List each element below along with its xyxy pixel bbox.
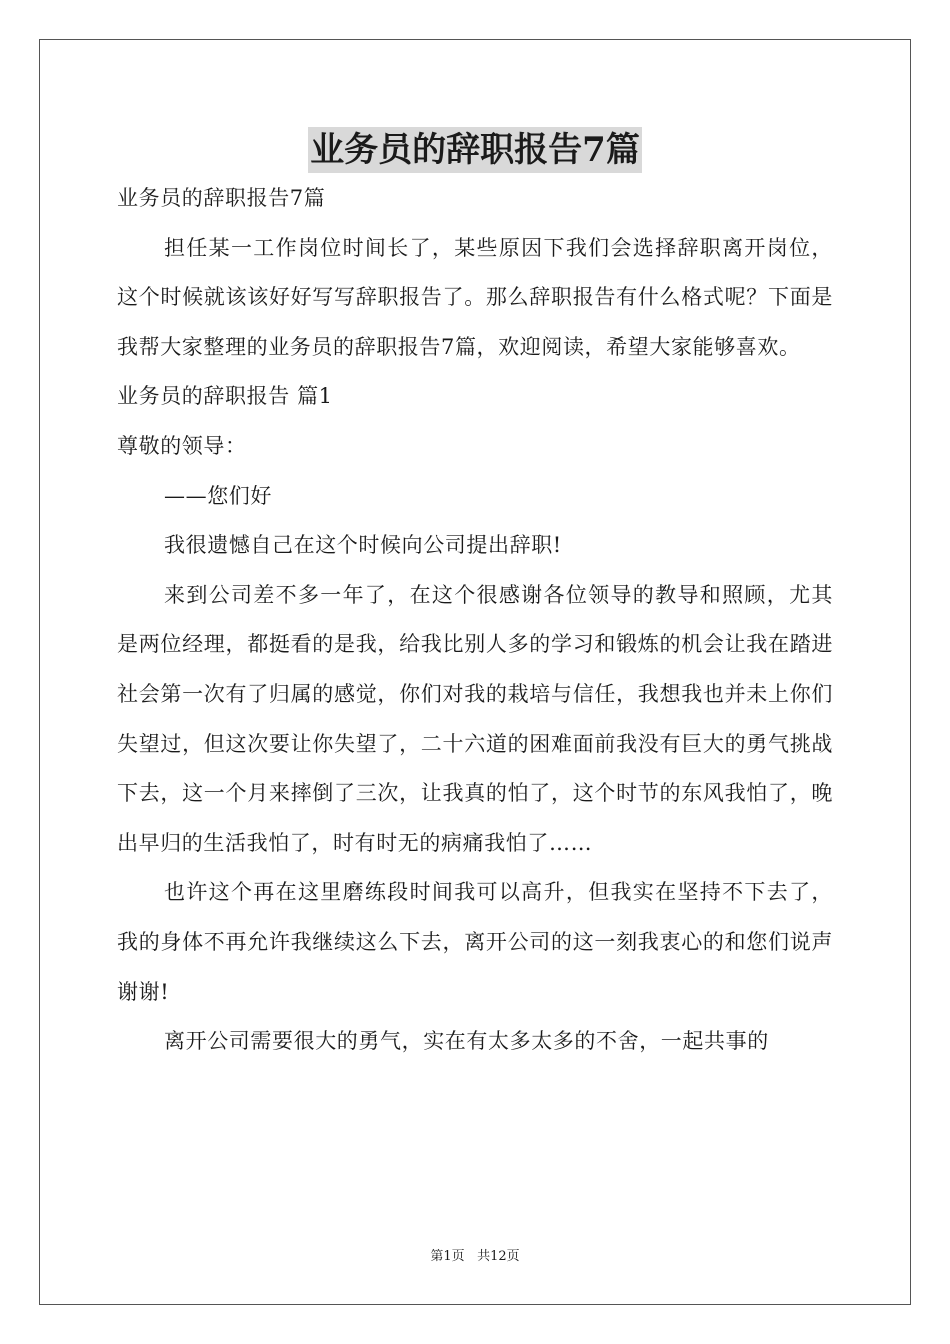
title-container xyxy=(0,127,950,173)
salutation: 尊敬的领导： xyxy=(117,433,247,458)
document-body xyxy=(117,174,833,1067)
page-total: 共12页 xyxy=(477,1249,520,1264)
page-footer xyxy=(0,1248,950,1266)
greeting: ——您们好 xyxy=(164,483,272,508)
document-title: 业务员的辞职报告7篇 xyxy=(308,127,642,173)
paragraph-body: 来到公司差不多一年了，在这个很感谢各位领导的教导和照顾，尤其是两位经理，都挺看的是我，给我比别人多的学习和锻炼的机会让我在踏进社会第一次有了归属的感觉，你们对我的栽培与信任，我想我也并未上你们失望过，但这次要让你失望了，二十六道的困难面前我没有巨大的勇气挑战下去，这一个月来摔倒了三次，让我真的怕了，这个时节的东风我怕了，晚出早归的生活我怕了，时有时无的病痛我怕了…… xyxy=(117,582,833,855)
paragraph-body: 也许这个再在这里磨练段时间我可以高升，但我实在坚持不下去了，我的身体不再允许我继续这么下去，离开公司的这一刻我衷心的和您们说声谢谢! xyxy=(117,880,833,1004)
paragraph-body: 我很遗憾自己在这个时候向公司提出辞职! xyxy=(164,533,562,558)
paragraph-subtitle: 业务员的辞职报告7篇 xyxy=(117,186,326,210)
paragraph-body: 离开公司需要很大的勇气，实在有太多太多的不舍，一起共事的 xyxy=(164,1029,769,1054)
paragraph-intro: 担任某一工作岗位时间长了，某些原因下我们会选择辞职离开岗位，这个时候就该该好好写写辞职报告了。那么辞职报告有什么格式呢？下面是我帮大家整理的业务员的辞职报告7篇，欢迎阅读，希望大家能够喜欢。 xyxy=(117,235,833,359)
page-number: 第1页 xyxy=(430,1249,465,1264)
section-heading: 业务员的辞职报告 篇1 xyxy=(117,384,333,409)
